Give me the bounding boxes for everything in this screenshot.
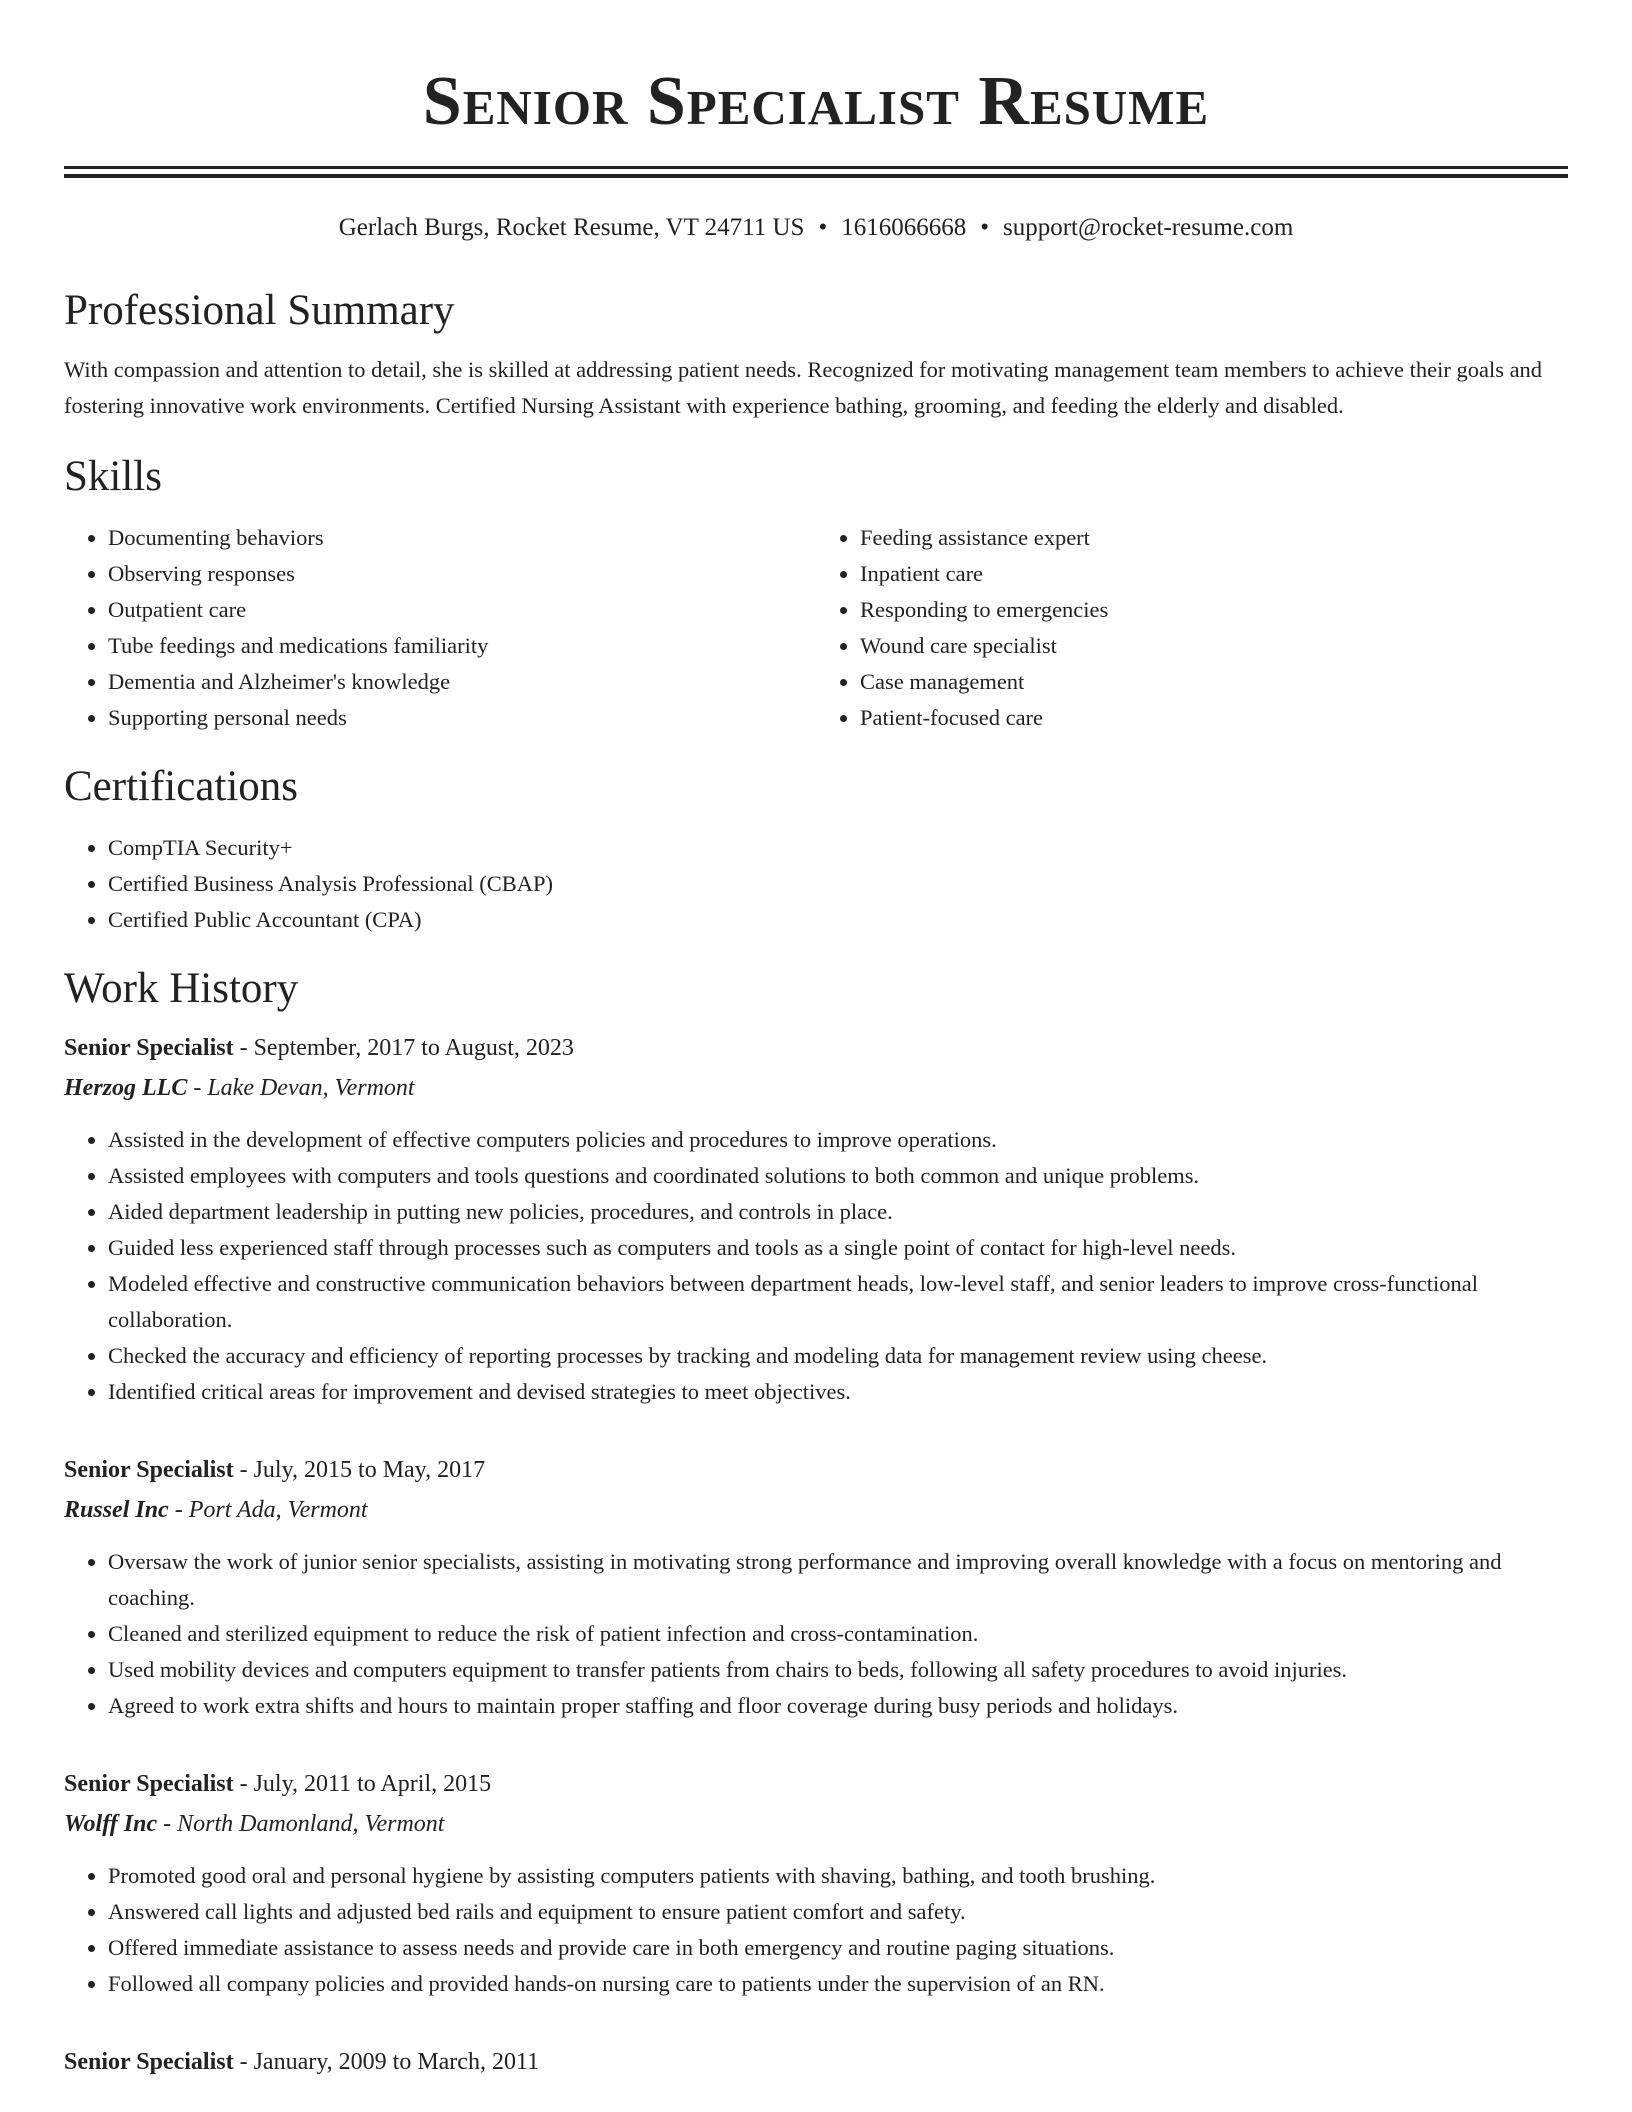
skill-item: • Case management [860,664,1568,700]
summary-text: With compassion and attention to detail, she is skilled at addressing patient needs. Recognized for motivating management team members to achieve their goals and fostering innovative work environments. Certified Nursing Assistant with experience bathing, grooming, and feeding the elderly and disabled. [64,357,1543,418]
job-title-line [64,1764,1568,1804]
contact-line [64,212,1568,244]
certifications-heading: Certifications [64,763,299,810]
skills-columns [64,520,1568,736]
job-company: Wolff Inc [64,1811,158,1837]
work-history-heading: Work History [64,965,299,1012]
job-bullet: • Promoted good oral and personal hygiene by assisting computers patients with shaving, bathing, and tooth brushing. [108,1858,1568,1894]
job-role: Senior Specialist [64,1035,234,1061]
job-entry [64,1450,1568,1724]
job-bullet: • Identified critical areas for improvement and devised strategies to meet objectives. [108,1374,1568,1410]
certification-item: • Certified Business Analysis Professional (CBAP) [108,866,1568,902]
job-company-line [64,1068,1568,1108]
contact-phone: 1616066668 [841,214,967,241]
contact-email: support@rocket-resume.com [1002,214,1294,241]
skill-item: • Supporting personal needs [108,700,816,736]
resume-page [64,0,1568,2082]
job-entry [64,1028,1568,1410]
job-bullet: • Cleaned and sterilized equipment to reduce the risk of patient infection and cross-contamination. [108,1616,1568,1652]
job-company-line [64,1804,1568,1844]
skill-item: • Patient-focused care [860,700,1568,736]
job-company: Russel Inc [64,1497,169,1523]
job-bullet: • Used mobility devices and computers equipment to transfer patients from chairs to beds, following all safety procedures to avoid injuries. [108,1652,1568,1688]
job-bullets [64,1858,1568,2002]
job-company-line [64,1490,1568,1530]
job-dates: - January, 2009 to March, 2011 [239,2049,540,2075]
job-entry [64,1764,1568,2002]
job-bullet: • Aided department leadership in putting new policies, procedures, and controls in place. [108,1194,1568,1230]
skill-item: • Wound care specialist [860,628,1568,664]
job-bullets [64,1544,1568,1724]
job-bullet: • Assisted in the development of effective computers policies and procedures to improve operations. [108,1122,1568,1158]
job-company: Herzog LLC [64,1075,188,1101]
skill-item: • Outpatient care [108,592,816,628]
job-role: Senior Specialist [64,2049,234,2075]
skill-item: • Feeding assistance expert [860,520,1568,556]
job-title-line [64,1450,1568,1490]
contact-address: Gerlach Burgs, Rocket Resume, VT 24711 US [338,214,805,241]
job-bullet: • Guided less experienced staff through processes such as computers and tools as a single point of contact for high-level needs. [108,1230,1568,1266]
job-dates: - September, 2017 to August, 2023 [239,1035,574,1061]
job-bullet: • Modeled effective and constructive communication behaviors between department heads, low-level staff, and senior leaders to improve cross-functional collaboration. [108,1266,1568,1338]
certification-item: • Certified Public Accountant (CPA) [108,902,1568,938]
skill-item: • Documenting behaviors [108,520,816,556]
job-bullet: • Answered call lights and adjusted bed rails and equipment to ensure patient comfort and safety. [108,1894,1568,1930]
job-dates: - July, 2011 to April, 2015 [239,1771,492,1797]
skills-heading: Skills [64,453,162,500]
job-location: - Port Ada, Vermont [174,1497,368,1523]
skill-item: • Inpatient care [860,556,1568,592]
job-bullet: • Agreed to work extra shifts and hours to maintain proper staffing and floor coverage during busy periods and holidays. [108,1688,1568,1724]
job-role: Senior Specialist [64,1457,234,1483]
contact-separator: • [818,214,828,241]
certification-item: • CompTIA Security+ [108,830,1568,866]
skills-list-left [64,520,816,736]
job-bullet: • Checked the accuracy and efficiency of reporting processes by tracking and modeling data for management review using cheese. [108,1338,1568,1374]
skills-list-right [816,520,1568,736]
job-dates: - July, 2015 to May, 2017 [239,1457,486,1483]
skill-item: • Responding to emergencies [860,592,1568,628]
skill-item: • Tube feedings and medications familiarity [108,628,816,664]
job-location: - North Damonland, Vermont [163,1811,445,1837]
job-role: Senior Specialist [64,1771,234,1797]
resume-title: Senior Specialist Resume [422,63,1210,140]
job-bullet: • Assisted employees with computers and tools questions and coordinated solutions to both common and unique problems. [108,1158,1568,1194]
job-bullets [64,1122,1568,1410]
contact-separator: • [980,214,989,241]
summary-heading: Professional Summary [64,287,455,334]
job-bullet: • Followed all company policies and provided hands-on nursing care to patients under the supervision of an RN. [108,1966,1568,2002]
skill-item: • Observing responses [108,556,816,592]
job-entry [64,2042,1568,2082]
title-divider-bottom [64,174,1568,178]
job-title-line [64,2042,1568,2082]
job-location: - Lake Devan, Vermont [193,1075,415,1101]
job-title-line [64,1028,1568,1068]
job-bullet: • Oversaw the work of junior senior specialists, assisting in motivating strong performance and improving overall knowledge with a focus on mentoring and coaching. [108,1544,1568,1616]
certifications-list [64,830,1568,938]
skill-item: • Dementia and Alzheimer's knowledge [108,664,816,700]
title-divider-top [64,166,1568,169]
job-bullet: • Offered immediate assistance to assess needs and provide care in both emergency and routine paging situations. [108,1930,1568,1966]
